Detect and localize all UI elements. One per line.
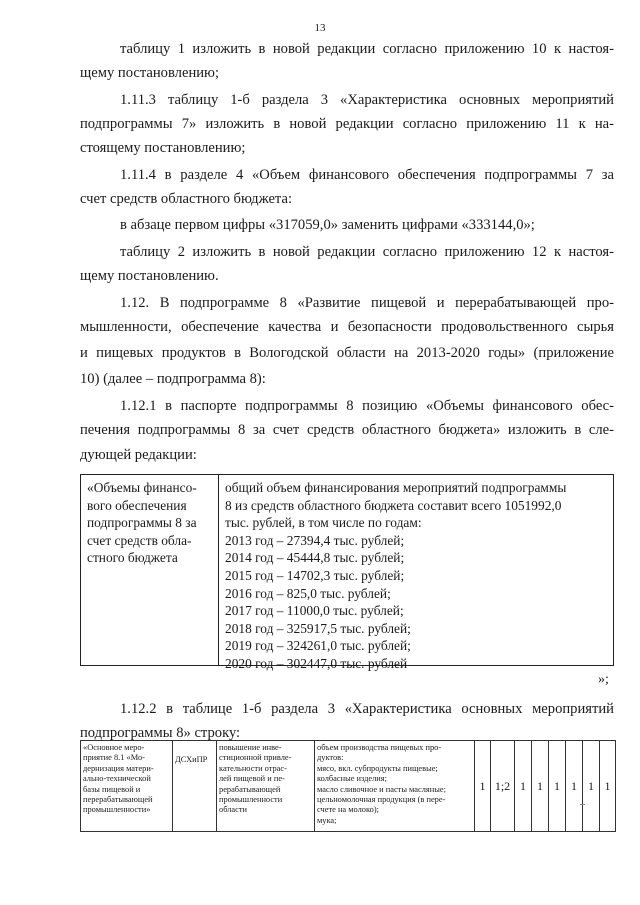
text-line: в абзаце первом цифры «317059,0» заменить цифрами «333144,0»; <box>120 217 535 233</box>
cell-line: стиционной привле- <box>219 753 292 763</box>
measures-table-row <box>80 740 616 832</box>
passport-value-line: общий объем финансирования мероприятий подпрограммы <box>225 480 567 495</box>
passport-label-line: подпрограммы 8 за <box>87 515 197 531</box>
year-value-cell: 1 <box>532 741 549 831</box>
text-line: 1.12.1 в паспорте подпрограммы 8 позицию «Объемы финансового обес- <box>120 398 614 414</box>
passport-value-line: 2019 год – 324261,0 тыс. рублей; <box>225 638 411 654</box>
year-value-cell: 1 <box>583 741 600 831</box>
passport-value-line: 2020 год – 302447,0 тыс. рублей <box>225 655 408 671</box>
cell-line: дернизация матери- <box>83 763 154 773</box>
cell-line: области <box>219 805 247 815</box>
cell-line: лей пищевой и пе- <box>219 774 285 784</box>
passport-value-line: 2016 год – 825,0 тыс. рублей; <box>225 585 391 601</box>
passport-value-cell <box>219 475 613 669</box>
indicator-cell <box>315 741 475 831</box>
passport-value-line: 8 из средств областного бюджета составит всего 1051992,0 <box>225 497 562 513</box>
year-value-cell: 1 <box>549 741 566 831</box>
text-line: подпрограммы 7» изложить в новой редакции согласно приложению 11 к на- <box>80 116 614 132</box>
text-line: стоящему постановлению; <box>80 140 246 156</box>
text-line: мышленности, обеспечение качества и безопасности продовольственного сырья <box>80 319 614 335</box>
text-line: щему постановлению. <box>80 268 219 284</box>
passport-value-line: 2015 год – 14702,3 тыс. рублей; <box>225 567 405 583</box>
passport-value-line: 2013 год – 27394,4 тыс. рублей; <box>225 532 405 548</box>
year-value-cell: 1 <box>566 741 583 831</box>
cell-line: приятие 8.1 «Мо- <box>83 753 145 763</box>
year-value-cell: 1 <box>515 741 532 831</box>
cell-line: масло сливочное и пасты масляные; <box>317 784 446 794</box>
measure-name-cell <box>81 741 173 831</box>
passport-label-line: счет средств обла- <box>87 532 192 548</box>
goal-cell <box>217 741 315 831</box>
page-number: 13 <box>314 22 326 34</box>
text-line: 10) (далее – подпрограмма 8): <box>80 371 266 387</box>
text-line: таблицу 1 изложить в новой редакции согласно приложению 10 к настоя- <box>120 41 614 57</box>
passport-value-line: 2018 год – 325917,5 тыс. рублей; <box>225 620 411 636</box>
passport-label-line: стного бюджета <box>87 550 178 566</box>
cell-line: базы пищевой и <box>83 784 141 794</box>
cell-line: дуктов: <box>317 753 344 763</box>
passport-label-cell <box>81 475 219 665</box>
text-line: таблицу 2 изложить в новой редакции согласно приложению 12 к настоя- <box>120 244 614 260</box>
cell-line: промышленности <box>219 795 283 805</box>
text-line: счет средств областного бюджета: <box>80 191 293 207</box>
text-line: 1.11.4 в разделе 4 «Объем финансового обеспечения подпрограммы 7 за <box>120 167 614 183</box>
text-line: дующей редакции: <box>80 447 197 463</box>
passport-value-line: 2017 год – 11000,0 тыс. рублей; <box>225 603 404 619</box>
cell-line: ально-технической <box>83 774 151 784</box>
scan-mark <box>580 804 585 805</box>
cell-line: «Основное меро- <box>83 743 145 752</box>
year-value-cell: 1 <box>604 778 611 793</box>
passport-label-line: «Объемы финансо- <box>87 480 197 495</box>
cell-line: кательности отрас- <box>219 763 287 773</box>
text-line: 1.12.2 в таблице 1-б раздела 3 «Характеристика основных мероприятий <box>120 701 614 717</box>
text-line: 1.12. В подпрограмме 8 «Развитие пищевой и перерабатывающей про- <box>120 295 614 311</box>
text-line: подпрограммы 8» строку: <box>80 725 241 741</box>
text-line: печения подпрограммы 8 за счет средств областного бюджета» изложить в сле- <box>80 422 614 438</box>
year-value-cell: 1;2 <box>491 741 515 831</box>
passport-value-line: тыс. рублей, в том числе по годам: <box>225 515 422 531</box>
closing-quote: »; <box>598 672 609 687</box>
text-line: и пищевых продуктов в Вологодской области на 2013-2020 годы» (приложение <box>80 345 614 361</box>
cell-line: цельномолочная продукция (в пере- <box>317 795 446 805</box>
cell-line: промышленности» <box>83 805 151 815</box>
passport-label-line: вого обеспечения <box>87 497 187 513</box>
text-line: щему постановлению; <box>80 65 220 81</box>
cell-line: мясо, вкл. субпродукты пищевые; <box>317 763 438 773</box>
cell-line: повышение инве- <box>219 743 282 752</box>
cell-line: перерабатывающей <box>83 795 153 805</box>
cell-line: мука; <box>317 815 337 825</box>
cell-line: счете на молоко); <box>317 805 379 815</box>
cell-line: колбасные изделия; <box>317 774 387 784</box>
text-line: 1.11.3 таблицу 1-б раздела 3 «Характеристика основных мероприятий <box>120 92 614 108</box>
executor-cell <box>173 741 217 831</box>
passport-value-line: 2014 год – 45444,8 тыс. рублей; <box>225 550 405 566</box>
cell-line: объем производства пищевых про- <box>317 743 442 752</box>
passport-table <box>80 474 614 671</box>
year-value-cell: 1 <box>475 741 491 831</box>
cell-line: рерабатывающей <box>219 784 281 794</box>
cell-line: ДСХиПР <box>175 755 208 764</box>
